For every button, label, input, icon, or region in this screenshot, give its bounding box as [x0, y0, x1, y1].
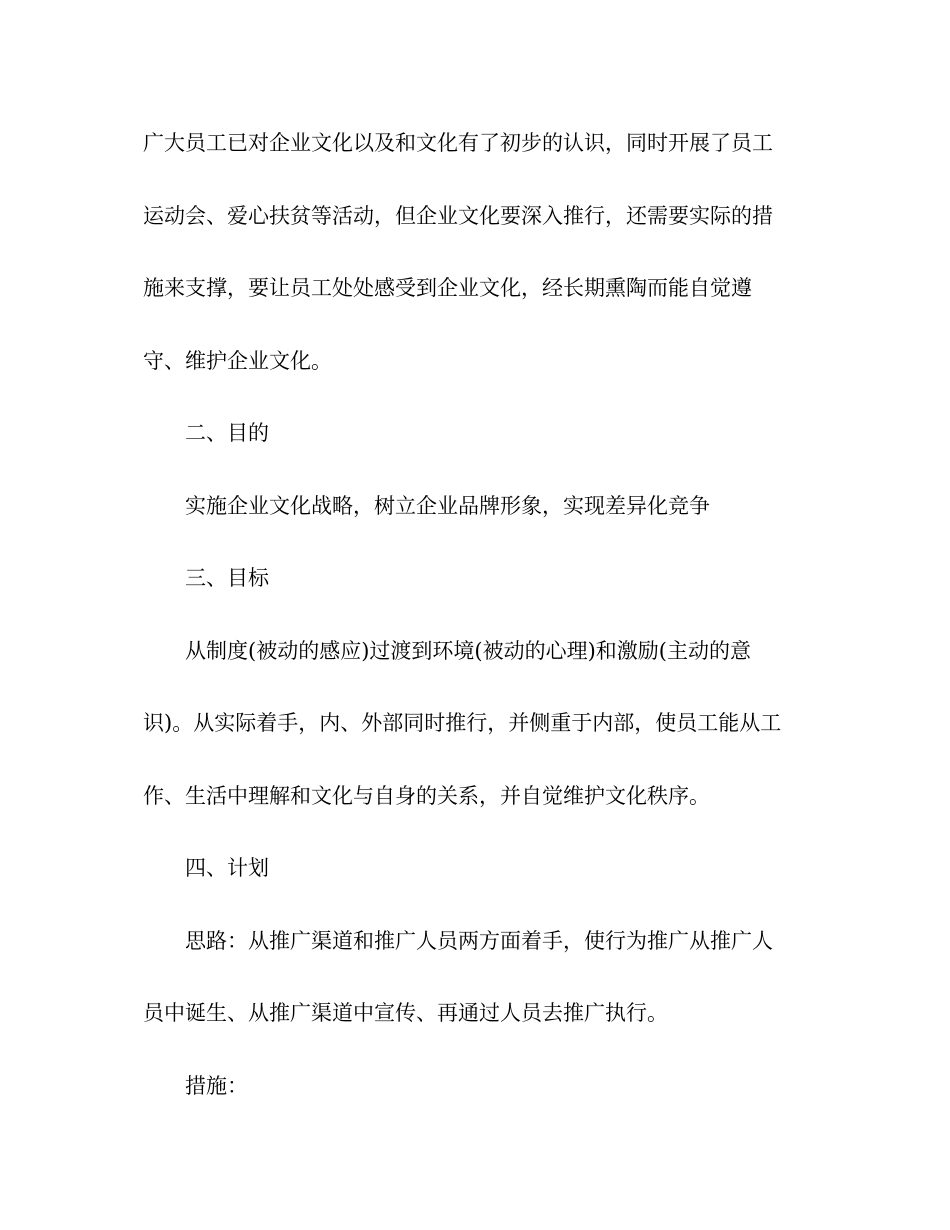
section-heading-purpose: 二、目的 [185, 421, 269, 445]
paragraph-line: 守、维护企业文化。 [143, 348, 332, 373]
measures-label: 措施： [185, 1073, 248, 1098]
paragraph-line: 思路：从推广渠道和推广人员两方面着手，使行为推广从推广人 [185, 928, 773, 953]
paragraph-line: 实施企业文化战略，树立企业品牌形象，实现差异化竞争 [185, 493, 710, 518]
paragraph-line: 施来支撑，要让员工处处感受到企业文化，经长期熏陶而能自觉遵 [143, 276, 752, 300]
paragraph-line: 识)。从实际着手，内、外部同时推行，并侧重于内部，使员工能从工 [143, 711, 782, 735]
paragraph-line: 运动会、爱心扶贫等活动，但企业文化要深入推行，还需要实际的措 [143, 203, 773, 228]
section-heading-goal: 三、目标 [185, 566, 269, 590]
paragraph-line: 广大员工已对企业文化以及和文化有了初步的认识，同时开展了员工 [143, 131, 773, 155]
paragraph-line: 作、生活中理解和文化与自身的关系，并自觉维护文化秩序。 [143, 783, 710, 808]
paragraph-line: 从制度(被动的感应)过渡到环境(被动的心理)和激励(主动的意 [185, 638, 751, 663]
paragraph-line: 员中诞生、从推广渠道中宣传、再通过人员去推广执行。 [143, 1001, 668, 1025]
document-body [143, 118, 823, 1133]
section-heading-plan: 四、计划 [185, 856, 269, 880]
